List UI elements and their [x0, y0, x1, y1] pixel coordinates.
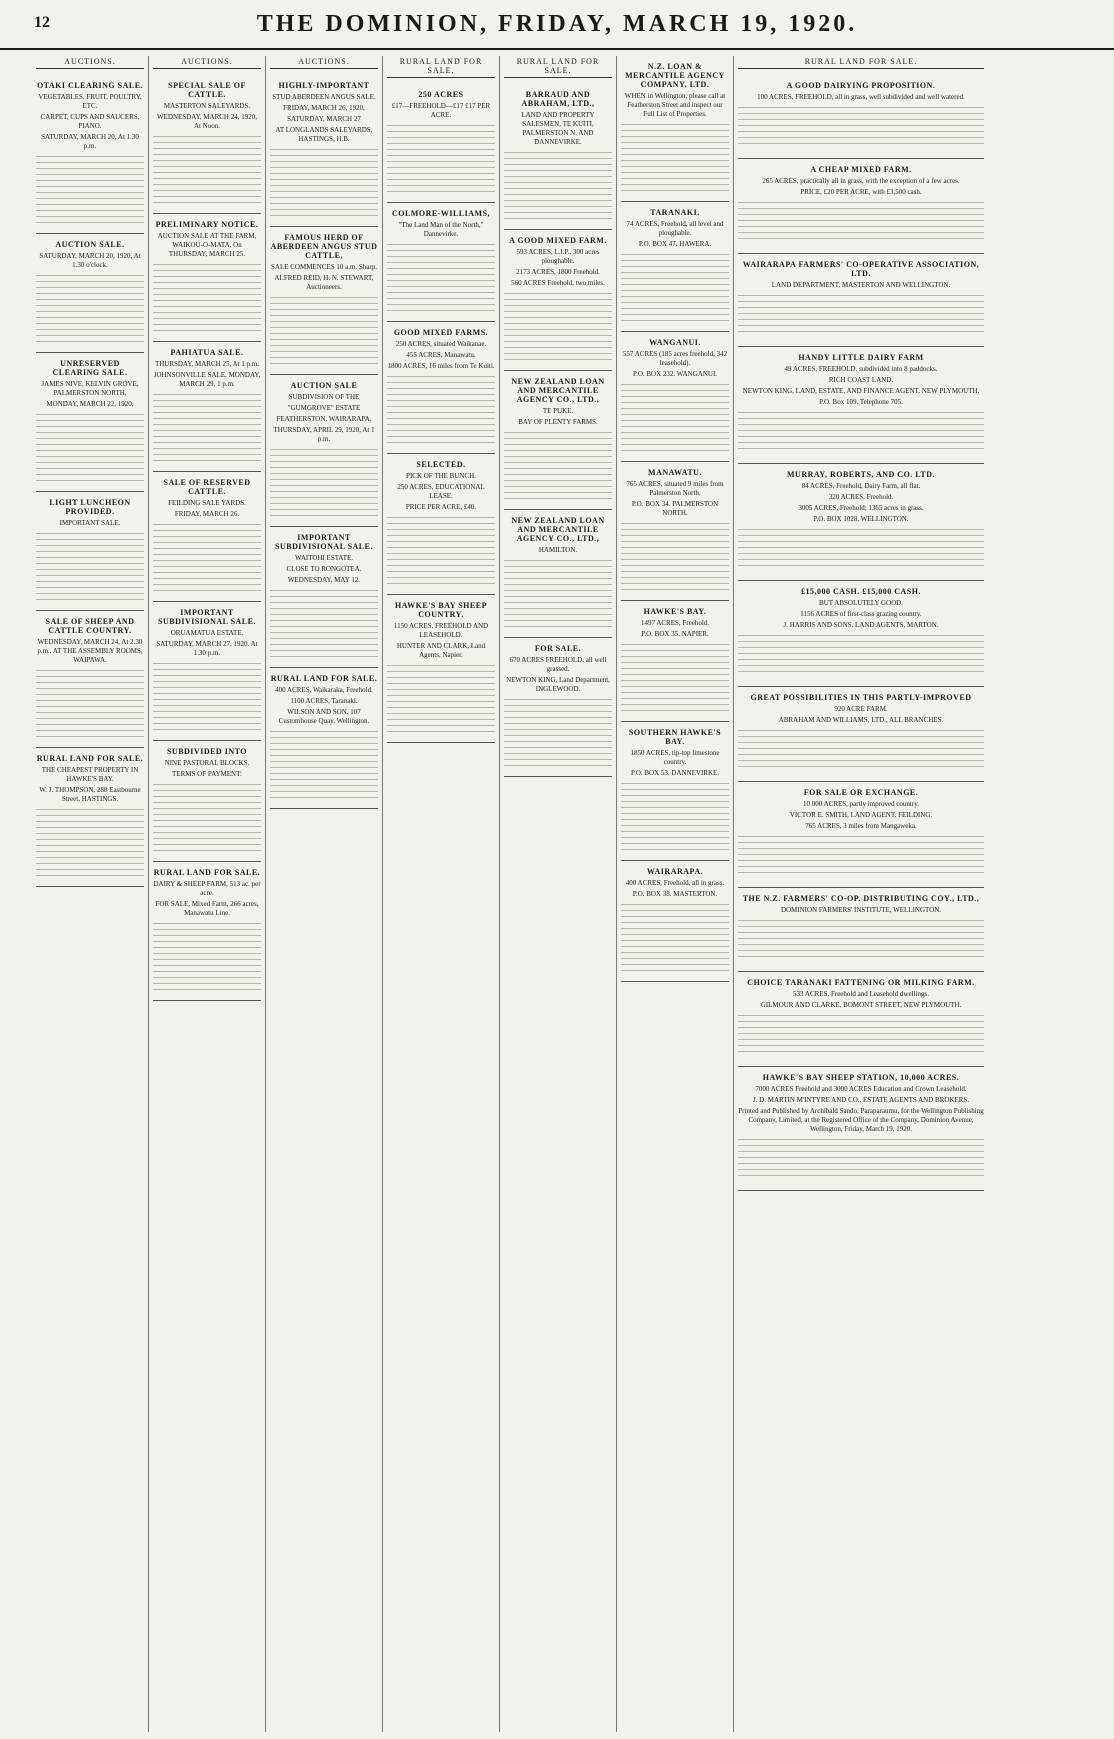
ad-text: 1850 ACRES, tip-top limestone country. — [630, 749, 720, 766]
columns-container — [32, 56, 1092, 1732]
ad-text: 84 ACRES, Freehold, Dairy Farm, all flat. — [801, 482, 921, 490]
ad-text: WEDNESDAY, MAY 12. — [287, 576, 361, 584]
ad-text: ORUAMATUA ESTATE. — [170, 629, 244, 637]
ad-body-text — [738, 527, 984, 571]
advertisement — [270, 75, 378, 227]
ad-body-text — [738, 918, 984, 962]
ad-body-text — [738, 633, 984, 677]
advertisement — [36, 75, 144, 234]
ad-body-text — [387, 663, 495, 733]
ad-text: FEATHERSTON, WAIRARAPA. — [276, 415, 372, 423]
advertisement — [270, 227, 378, 375]
ad-text: NEWTON KING, LAND, ESTATE, AND FINANCE AGENT, NEW PLYMOUTH. — [742, 387, 980, 395]
ad-text: THURSDAY, MARCH 25, At 1 p.m. — [154, 360, 260, 368]
ad-heading: NEW ZEALAND LOAN AND MERCANTILE AGENCY CO., LTD., — [511, 377, 605, 404]
ad-body-text — [153, 921, 261, 991]
advertisement — [621, 861, 729, 982]
column-header: AUCTIONS. — [270, 56, 378, 69]
masthead — [0, 0, 1114, 50]
ad-heading: AUCTION SALE. — [55, 240, 125, 249]
ad-text: PICK OF THE BUNCH. — [406, 472, 476, 480]
page-number: 12 — [34, 14, 50, 31]
ad-text: 400 ACRES, Freehold, all in grass. — [625, 879, 725, 887]
ad-text: VICTOR E. SMITH, LAND AGENT, FEILDING. — [789, 811, 933, 819]
ad-text: BAY OF PLENTY FARMS. — [518, 418, 598, 426]
ad-heading: AUCTION SALE — [290, 381, 358, 390]
ad-heading: HIGHLY-IMPORTANT — [278, 81, 370, 90]
ad-body-text — [153, 782, 261, 852]
ad-text: £17—FREEHOLD—£17 £17 PER ACRE. — [391, 102, 491, 119]
ad-text: HUNTER AND CLARK, Land Agents, Napier. — [396, 642, 486, 659]
advertisement — [504, 371, 612, 510]
ad-text: LAND DEPARTMENT, MASTERTON AND WELLINGTON. — [771, 281, 951, 289]
advertisement — [738, 464, 984, 581]
ad-body-text — [504, 697, 612, 767]
advertisement — [387, 322, 495, 454]
ad-heading: RURAL LAND FOR SALE. — [270, 674, 378, 683]
ad-heading: FAMOUS HERD OF ABERDEEN ANGUS STUD CATTLE, — [270, 233, 378, 260]
ad-text: NINE PASTORAL BLOCKS. — [164, 759, 250, 767]
advertisement — [621, 601, 729, 722]
column-4 — [383, 56, 500, 1732]
ad-text: 265 ACRES, practically all in grass, with the exception of a few acres. — [762, 177, 960, 185]
ad-text: "The Land Man of the North," Dannevirke. — [398, 221, 484, 238]
ad-text: LAND AND PROPERTY SALESMEN, TE KUITI, PALMERSTON N. AND DANNEVIRKE. — [521, 111, 595, 146]
advertisement — [621, 462, 729, 601]
ad-body-text — [504, 430, 612, 500]
advertisement — [504, 638, 612, 777]
ad-text: P.O. BOX 35. NAPIER. — [641, 630, 709, 638]
column-3 — [266, 56, 383, 1732]
advertisement — [36, 234, 144, 353]
ad-heading: CHOICE TARANAKI FATTENING OR MILKING FARM. — [747, 978, 975, 987]
advertisement — [387, 454, 495, 595]
ad-text: SATURDAY, MARCH 20, At 1.30 p.m. — [41, 133, 139, 150]
ad-heading: TARANAKI. — [650, 208, 700, 217]
ad-body-text — [153, 392, 261, 462]
ad-text: BUT ABSOLUTELY GOOD. — [819, 599, 903, 607]
advertisement — [270, 527, 378, 668]
advertisement — [738, 782, 984, 888]
advertisement — [36, 353, 144, 492]
advertisement — [621, 56, 729, 202]
ad-heading: SUBDIVIDED INTO — [166, 747, 248, 756]
advertisement — [153, 741, 261, 862]
ad-body-text — [738, 105, 984, 149]
ad-body-text — [621, 382, 729, 452]
ad-text: 1800 ACRES, 16 miles from Te Kuiti. — [387, 362, 495, 370]
ad-text: 1150 ACRES, FREEHOLD AND LEASEHOLD. — [393, 622, 489, 639]
advertisement — [387, 84, 495, 203]
advertisement — [738, 159, 984, 254]
ad-text: CARPET, CUPS AND SAUCERS, PIANO. — [40, 113, 140, 130]
ad-body-text — [36, 273, 144, 343]
advertisement — [504, 510, 612, 638]
ad-heading: RURAL LAND FOR SALE. — [153, 868, 261, 877]
ad-body-text — [621, 252, 729, 322]
ad-text: SATURDAY, MARCH 20, 1920, At 1.30 o'clock. — [39, 252, 141, 269]
ad-text: SUBDIVISION OF THE — [288, 393, 360, 401]
column-header: RURAL LAND FOR SALE. — [504, 56, 612, 78]
ad-text: FRIDAY, MARCH 26, 1920, — [283, 104, 365, 112]
ad-text: WILSON AND SON, 107 Customhouse Quay, Wellington. — [278, 708, 370, 725]
ad-heading: OTAKI CLEARING SALE. — [36, 81, 144, 90]
ad-body-text — [153, 262, 261, 332]
ad-text: THURSDAY, APRIL 29, 1920, At 1 p.m. — [273, 426, 375, 443]
ad-text: WHEN in Wellington, please call at Featherston Street and inspect our Full List of Properties. — [624, 92, 726, 118]
ad-text: 400 ACRES, Waikaraka, Freehold. — [275, 686, 373, 694]
ad-heading: GOOD MIXED FARMS. — [393, 328, 489, 337]
advertisement — [270, 668, 378, 809]
ad-text: AT LONGLANDS SALEYARDS, HASTINGS, H.B. — [275, 126, 373, 143]
ad-text: 455 ACRES, Manawatu. — [406, 351, 476, 359]
column-5 — [500, 56, 617, 1732]
ad-text: ABRAHAM AND WILLIAMS, LTD., ALL BRANCHES. — [778, 716, 944, 724]
advertisement — [738, 687, 984, 782]
ad-heading: WANGANUI. — [649, 338, 701, 347]
ad-text: THE CHEAPEST PROPERTY IN HAWKE'S BAY. — [41, 766, 139, 783]
ad-text: 49 ACRES, FREEHOLD, subdivided into 8 paddocks. — [784, 365, 938, 373]
ad-body-text — [36, 412, 144, 482]
ad-text: 557 ACRES (185 acres freehold, 342 leasehold). — [622, 350, 728, 367]
ad-heading: LIGHT LUNCHEON PROVIDED. — [49, 498, 131, 516]
ad-heading: SOUTHERN HAWKE'S BAY. — [628, 728, 722, 746]
advertisement — [153, 472, 261, 602]
advertisement — [387, 203, 495, 322]
ad-body-text — [270, 147, 378, 217]
ad-text: FEILDING SALE YARDS. — [168, 499, 246, 507]
ad-text: P.O. BOX 47. HAWERA. — [638, 240, 712, 248]
advertisement — [738, 347, 984, 464]
advertisement — [270, 375, 378, 527]
advertisement — [153, 602, 261, 741]
advertisement — [738, 581, 984, 687]
column-header: RURAL LAND FOR SALE. — [387, 56, 495, 78]
ad-text: 560 ACRES Freehold, two miles. — [511, 279, 605, 287]
advertisement — [387, 595, 495, 743]
ad-text: 10 000 ACRES, partly improved country. — [802, 800, 919, 808]
advertisement — [621, 202, 729, 332]
advertisement — [153, 342, 261, 472]
ad-text: DOMINION FARMERS' INSTITUTE, WELLINGTON. — [780, 906, 942, 914]
ad-body-text — [738, 1013, 984, 1057]
ad-body-text — [270, 729, 378, 799]
ad-text: IMPORTANT SALE. — [59, 519, 121, 527]
ad-body-text — [738, 200, 984, 244]
ad-heading: A GOOD DAIRYING PROPOSITION. — [786, 81, 936, 90]
ad-body-text — [621, 781, 729, 851]
ad-text: MONDAY, MARCH 22, 1920. — [46, 400, 134, 408]
ad-body-text — [153, 134, 261, 204]
ad-body-text — [270, 447, 378, 517]
ad-body-text — [621, 642, 729, 712]
ad-body-text — [36, 531, 144, 601]
ad-body-text — [387, 515, 495, 585]
ad-body-text — [738, 834, 984, 878]
ad-heading: HAWKE'S BAY SHEEP STATION, 10,000 ACRES. — [762, 1073, 960, 1082]
column-2 — [149, 56, 266, 1732]
ad-heading: SPECIAL SALE OF CATTLE. — [168, 81, 246, 99]
ad-body-text — [621, 521, 729, 591]
ad-text: CLOSE TO RONGOTEA. — [286, 565, 362, 573]
ad-heading: FOR SALE. — [534, 644, 582, 653]
ad-heading: PRELIMINARY NOTICE. — [155, 220, 259, 229]
column-6 — [617, 56, 734, 1732]
ad-heading: PAHIATUA SALE. — [170, 348, 244, 357]
ad-text: SATURDAY, MARCH 27, 1920. At 1.30 p.m. — [156, 640, 258, 657]
advertisement — [36, 492, 144, 611]
ad-text: P.O. BOX 1028, WELLINGTON. — [813, 515, 909, 523]
ad-heading: MURRAY, ROBERTS, AND CO. LTD. — [786, 470, 936, 479]
ad-body-text — [387, 123, 495, 193]
ad-text: 320 ACRES, Freehold. — [828, 493, 894, 501]
ad-text: PRICE, £20 PER ACRE, with £3,500 cash. — [800, 188, 922, 196]
ad-body-text — [36, 154, 144, 224]
advertisement — [504, 230, 612, 371]
ad-heading: BARRAUD AND ABRAHAM, LTD., — [521, 90, 595, 108]
ad-text: 670 ACRES FREEHOLD, all well grassed. — [509, 656, 607, 673]
ad-heading: SELECTED. — [416, 460, 466, 469]
advertisement — [504, 84, 612, 230]
ad-heading: THE N.Z. FARMERS' CO-OP. DISTRIBUTING COY., LTD., — [742, 894, 980, 903]
ad-body-text — [504, 558, 612, 628]
ad-heading: GREAT POSSIBILITIES IN THIS PARTLY-IMPROVED — [750, 693, 972, 702]
column-header: RURAL LAND FOR SALE. — [738, 56, 984, 69]
ad-body-text — [738, 410, 984, 454]
ad-text: PRICE PER ACRE, £40. — [405, 503, 477, 511]
ad-heading: MANAWATU. — [648, 468, 702, 477]
ad-text: 533 ACRES, Freehold and Leasehold dwellings. — [793, 990, 929, 998]
ad-body-text — [504, 150, 612, 220]
ad-text: HAMILTON. — [538, 546, 578, 554]
ad-text: W. J. THOMPSON, 288 Eastbourne Street, HASTINGS. — [39, 786, 141, 803]
ad-body-text — [270, 588, 378, 658]
ad-text: P.O. Box 109. Telephone 705. — [819, 398, 903, 406]
ad-text: 3005 ACRES, Freehold; 1365 acres in grass. — [798, 504, 924, 512]
ad-body-text — [36, 668, 144, 738]
ad-text: 100 ACRES, FREEHOLD, all in grass, well subdivided and well watered. — [757, 93, 965, 101]
ad-text: JOHNSONVILLE SALE. MONDAY, MARCH 29, 1 p.m. — [153, 371, 261, 388]
ad-text: TERMS OF PAYMENT: — [172, 770, 242, 778]
ad-text: FRIDAY, MARCH 26. — [174, 510, 240, 518]
ad-body-text — [738, 1137, 984, 1181]
ad-text: 250 ACRES, EDUCATIONAL LEASE. — [397, 483, 485, 500]
ad-body-text — [387, 374, 495, 444]
ad-heading: 250 ACRES — [418, 90, 464, 99]
ad-heading: NEW ZEALAND LOAN AND MERCANTILE AGENCY CO., LTD., — [511, 516, 605, 543]
ad-text: WEDNESDAY, MARCH 24, At 2.30 p.m., AT THE ASSEMBLY ROOMS, WAIPAWA. — [37, 638, 143, 664]
ad-heading: HAWKE'S BAY. — [643, 607, 707, 616]
ad-heading: FOR SALE OR EXCHANGE. — [803, 788, 919, 797]
ad-heading: N.Z. LOAN & MERCANTILE AGENCY COMPANY, LTD. — [625, 62, 725, 89]
ad-body-text — [504, 291, 612, 361]
ad-body-text — [621, 902, 729, 972]
ad-heading: UNRESERVED CLEARING SALE. — [52, 359, 128, 377]
ad-text: VEGETABLES, FRUIT, POULTRY, ETC. — [38, 93, 142, 110]
ad-body-text — [153, 522, 261, 592]
ad-text: 250 ACRES, situated Waikanae. — [395, 340, 487, 348]
ad-text: 765 ACRES, 3 miles from Mangaweka. — [805, 822, 917, 830]
ad-heading: IMPORTANT SUBDIVISIONAL SALE. — [275, 533, 373, 551]
advertisement — [153, 862, 261, 1001]
advertisement — [36, 748, 144, 887]
ad-text: FOR SALE, Mixed Farm, 266 acres, Manawatu Line. — [155, 900, 259, 917]
ad-heading: RURAL LAND FOR SALE. — [36, 754, 144, 763]
advertisement — [738, 972, 984, 1067]
ad-text: 593 ACRES, L.I.P., 300 acres ploughable. — [516, 248, 600, 265]
ad-text: 920 ACRE FARM. — [834, 705, 888, 713]
ad-text: 2173 ACRES, 1800 Freehold. — [516, 268, 600, 276]
advertisement — [621, 332, 729, 462]
ad-text: 1497 ACRES, Freehold. — [640, 619, 710, 627]
ad-text: ALFRED REID, H. N. STEWART, Auctioneers. — [274, 274, 374, 291]
advertisement — [738, 888, 984, 972]
advertisement — [738, 254, 984, 347]
advertisement — [621, 722, 729, 861]
advertisement — [36, 611, 144, 748]
ad-text: AUCTION SALE AT THE FARM, WAIKOU-O-MATA, On THURSDAY, MARCH 25. — [157, 232, 257, 258]
ad-text: 1156 ACRES of first-class grazing country. — [800, 610, 922, 618]
ad-text: "GUMGROVE" ESTATE — [287, 404, 361, 412]
ad-text: SALE COMMENCES 10 a.m. Sharp. — [271, 263, 377, 271]
ad-text: SATURDAY, MARCH 27 — [287, 115, 361, 123]
ad-heading: WAIRARAPA. — [646, 867, 704, 876]
column-1 — [32, 56, 149, 1732]
ad-body-text — [270, 295, 378, 365]
newspaper-title: THE DOMINION, FRIDAY, MARCH 19, 1920. — [256, 10, 858, 37]
ad-body-text — [153, 661, 261, 731]
ad-text: Printed and Published by Archibald Sando, Paraparaumu, for the Wellington Publishing Company, Limited, at the Registered Office of the Company, Dominion Avenue, Wellington, Friday, March 19, 1920. — [738, 1107, 984, 1133]
ad-text: P.O. BOX 53. DANNEVIRKE. — [630, 769, 720, 777]
ad-heading: HAWKE'S BAY SHEEP COUNTRY. — [395, 601, 487, 619]
ad-heading: A CHEAP MIXED FARM. — [810, 165, 912, 174]
ad-text: DAIRY & SHEEP FARM, 513 ac. per acre. — [153, 880, 261, 897]
ad-heading: SALE OF SHEEP AND CATTLE COUNTRY. — [45, 617, 135, 635]
ad-heading: WAIRARAPA FARMERS' CO-OPERATIVE ASSOCIATION, LTD. — [742, 260, 980, 278]
column-7 — [734, 56, 988, 1732]
ad-text: WAITOHI ESTATE. — [294, 554, 354, 562]
ad-heading: IMPORTANT SUBDIVISIONAL SALE. — [158, 608, 256, 626]
ad-text: P.O. BOX 34. PALMERSTON NORTH. — [631, 500, 719, 517]
ad-text: MASTERTON SALEYARDS. — [163, 102, 251, 110]
ad-text: NEWTON KING, Land Department, INGLEWOOD. — [506, 676, 610, 693]
advertisement — [738, 75, 984, 159]
ad-text: J. D. MARTIN M'INTYRE AND CO., ESTATE AGENTS AND BROKERS. — [752, 1096, 970, 1104]
advertisement — [153, 75, 261, 214]
ad-text: TE PUKE. — [542, 407, 574, 415]
ad-text: P.O. BOX 38. MASTERTON. — [632, 890, 718, 898]
ad-body-text — [387, 242, 495, 312]
ad-heading: £15,000 CASH. £15,000 CASH. — [801, 587, 921, 596]
advertisement — [153, 214, 261, 342]
ad-text: WEDNESDAY, MARCH 24, 1920, At Noon. — [157, 113, 257, 130]
ad-heading: SALE OF RESERVED CATTLE. — [163, 478, 251, 496]
ad-heading: HANDY LITTLE DAIRY FARM — [798, 353, 924, 362]
ad-body-text — [738, 728, 984, 772]
ad-text: 74 ACRES, Freehold, all level and ploughable. — [626, 220, 724, 237]
ad-text: 765 ACRES, situated 9 miles from Palmerston North. — [626, 480, 724, 497]
ad-heading: COLMORE-WILLIAMS, — [391, 209, 491, 218]
ad-heading: A GOOD MIXED FARM. — [509, 236, 607, 245]
ad-text: J. HARRIS AND SONS, LAND AGENTS, MARTON. — [783, 621, 939, 629]
ad-text: P.O. BOX 232. WANGANUI. — [632, 370, 718, 378]
ad-text: STUD ABERDEEN ANGUS SALE. — [272, 93, 376, 101]
ad-body-text — [621, 122, 729, 192]
ad-body-text — [738, 293, 984, 337]
advertisement — [738, 1067, 984, 1191]
ad-body-text — [36, 807, 144, 877]
ad-text: JAMES NIVE, KELVIN GROVE, PALMERSTON NORTH, — [41, 380, 139, 397]
column-header: AUCTIONS. — [36, 56, 144, 69]
column-header: AUCTIONS. — [153, 56, 261, 69]
ad-text: 1100 ACRES, Taranaki. — [290, 697, 358, 705]
ad-text: RICH COAST LAND. — [828, 376, 894, 384]
ad-text: 7000 ACRES Freehold and 3000 ACRES Education and Crown Leasehold. — [755, 1085, 967, 1093]
ad-text: GILMOUR AND CLARKE, BOMONT STREET, NEW PLYMOUTH. — [760, 1001, 962, 1009]
